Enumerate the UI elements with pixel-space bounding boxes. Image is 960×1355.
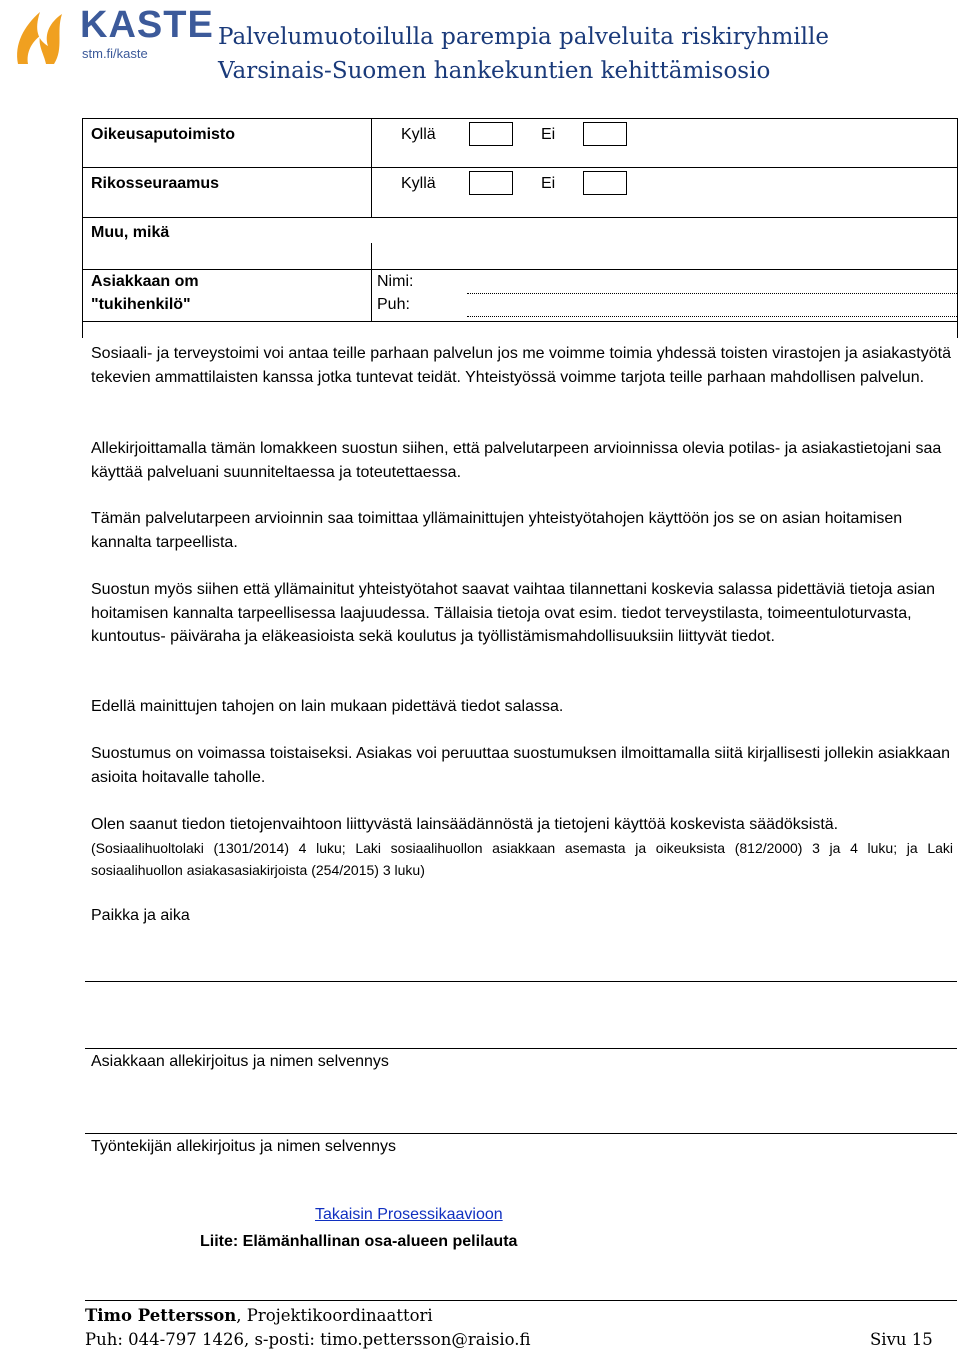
logo-name: KASTE (80, 4, 214, 46)
header-title-line2: Varsinais-Suomen hankekuntien kehittämisosio (218, 58, 771, 84)
no-label: Ei (541, 126, 556, 143)
kaste-logo (10, 4, 214, 68)
worker-signature-label: Työntekijän allekirjoitus ja nimen selvennys (91, 1138, 397, 1155)
other-field[interactable] (375, 219, 955, 267)
other-label: Muu, mikä (91, 224, 170, 241)
row-label-oikeusaputoimisto: Oikeusaputoimisto (91, 126, 236, 143)
no-checkbox[interactable] (583, 171, 627, 195)
paragraph-references: (Sosiaalihuoltolaki (1301/2014) 4 luku; Laki sosiaalihuollon asiakkaan asemasta ja oikeuksista (812/2000) 3 ja 4 luku; ja Laki sosiaalihuollon asiakasasiakirjoista (254/2015) 3 luku) (91, 840, 953, 878)
kaste-flame-icon (10, 4, 72, 68)
yes-label: Kyllä (401, 175, 436, 192)
paragraph-validity: Suostumus on voimassa toistaiseksi. Asiakas voi peruuttaa suostumuksen ilmoittamalla siitä kirjallisesti jollekin asiakkaan asioita hoitavalle taholle. (91, 745, 951, 786)
page-number: Sivu 15 (870, 1330, 933, 1349)
back-to-process-link[interactable]: Takaisin Prosessikaavioon (315, 1206, 503, 1223)
logo-url: stm.fi/kaste (82, 46, 148, 61)
client-signature-label: Asiakkaan allekirjoitus ja nimen selvennys (91, 1053, 389, 1070)
yes-checkbox[interactable] (469, 171, 513, 195)
phone-field[interactable] (467, 294, 957, 317)
place-date-label: Paikka ja aika (91, 907, 190, 924)
paragraph-intro: Sosiaali- ja terveystoimi voi antaa teille parhaan palvelun jos me voimme toimia yhdessä toisten virastojen ja asiakastyötä tekevien ammattilaisten kanssa jotka tuntevat teidät. Yhteistyössä voimme tarjota teille parhaan mahdollisen palvelun. (91, 345, 951, 386)
no-label: Ei (541, 175, 556, 192)
footer-rule (85, 1300, 957, 1301)
paragraph-secrecy: Edellä mainittujen tahojen on lain mukaan pidettävä tiedot salassa. (91, 698, 564, 715)
header-title-line1: Palvelumuotoilulla parempia palveluita riskiryhmille (218, 24, 829, 50)
paragraph-delivery: Tämän palvelutarpeen arvioinnin saa toimittaa yllämainittujen yhteistyötahojen käyttöön jos se on asian hoitamisen kannalta tarpeellista. (91, 510, 903, 551)
name-label: Nimi: (377, 273, 414, 290)
yes-checkbox[interactable] (469, 122, 513, 146)
no-checkbox[interactable] (583, 122, 627, 146)
place-date-line[interactable] (85, 981, 957, 982)
support-person-label-1: Asiakkaan om (91, 273, 199, 290)
client-signature-line[interactable] (85, 1048, 957, 1049)
phone-label: Puh: (377, 296, 410, 313)
footer-contact: Puh: 044-797 1426, s-posti: timo.pettersson@raisio.fi (85, 1330, 531, 1349)
yes-label: Kyllä (401, 126, 436, 143)
footer-author (85, 1306, 433, 1325)
support-person-label-2: "tukihenkilö" (91, 296, 191, 313)
author-role: , Projektikoordinaattori (236, 1306, 433, 1325)
author-name: Timo Pettersson (85, 1306, 237, 1325)
name-field[interactable] (467, 271, 957, 294)
paragraph-consent: Allekirjoittamalla tämän lomakkeen suostun siihen, että palvelutarpeen arvioinnissa olevia potilas- ja asiakastietojani saa käyttää palveluani suunniteltaessa ja toteutettaessa. (91, 440, 942, 481)
appendix-label: Liite: Elämänhallinan osa-alueen pelilauta (200, 1233, 518, 1250)
contact-table (82, 118, 958, 338)
row-label-rikosseuraamus: Rikosseuraamus (91, 175, 220, 192)
worker-signature-line[interactable] (85, 1133, 957, 1134)
paragraph-legislation: Olen saanut tiedon tietojenvaihtoon liittyvästä lainsäädännöstä ja tietojeni käyttöä koskevista säädöksistä. (91, 816, 839, 833)
paragraph-exchange: Suostun myös siihen että yllämainitut yhteistyötahot saavat vaihtaa tilannettani koskevia salassa pidettäviä tietoja asian hoitamisen kannalta tarpeellisessa laajuudessa. Tällaisia tietoja ovat esim. tiedot terveystilasta, toimeentuloturvasta, kuntoutus- päiväraha ja eläkeasioista sekä koulutus ja työllistämismahdollisuuksiin liittyvät tiedot. (91, 581, 936, 645)
